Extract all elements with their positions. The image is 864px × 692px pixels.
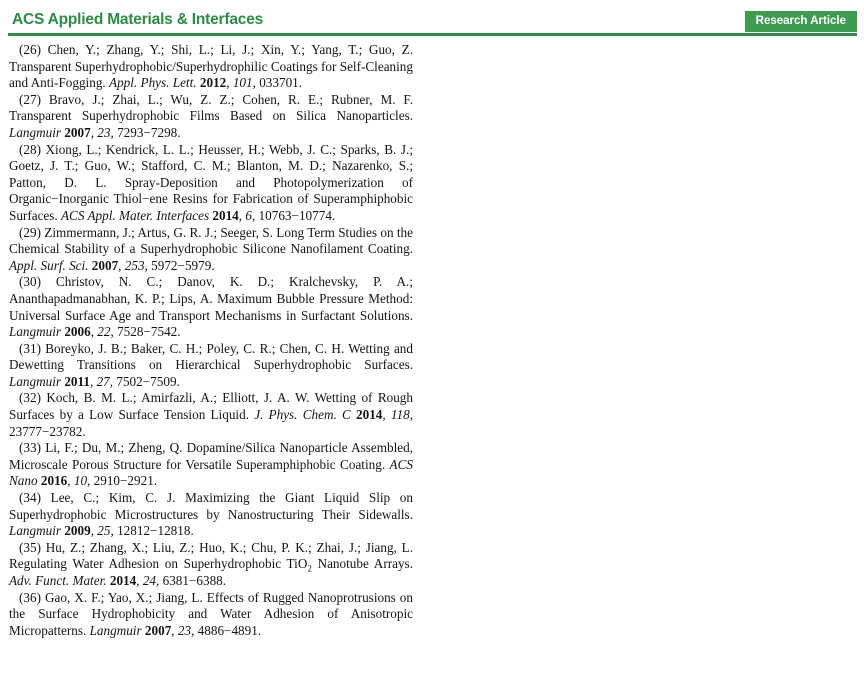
reference-item	[9, 274, 413, 340]
publication-year: 2007	[64, 124, 91, 140]
journal-name: Langmuir	[9, 324, 65, 340]
reference-text: ,	[136, 573, 143, 588]
journal-name: 101	[232, 75, 253, 91]
journal-name: 6	[245, 207, 252, 223]
reference-text: (30) Christov, N. C.; Danov, K. D.; Kralchevsky, P. A.; Ananthapadmanabhan, K. P.; Lips, A. Maximum Bubble Pressure Method: Universal Surface Age and Transport Mechanisms in Surfactant Solutions.	[9, 274, 413, 323]
reference-text: ,	[118, 257, 125, 273]
reference-text: , 23777−23782.	[9, 407, 413, 439]
journal-name: 24	[142, 573, 156, 588]
reference-item	[9, 225, 413, 275]
reference-item	[9, 42, 413, 92]
reference-text: Nanotube Arrays.	[311, 556, 413, 572]
reference-text: (29) Zimmermann, J.; Artus, G. R. J.; Seeger, S. Long Term Studies on the Chemical Stability of a Superhydrophobic Silicone Nanofilament Coating.	[9, 224, 413, 257]
publication-year: 2016	[40, 473, 68, 489]
reference-text: , 10763−10774.	[251, 207, 336, 223]
journal-name: Langmuir	[9, 523, 65, 539]
journal-name: Appl. Surf. Sci.	[9, 257, 92, 273]
reference-text: ,	[238, 207, 246, 223]
journal-name: 25	[97, 523, 111, 539]
reference-text: , 5972−5979.	[144, 257, 215, 273]
journal-name: 23	[177, 622, 192, 638]
reference-text: , 2910−2921.	[87, 473, 158, 489]
subscript-text: 2	[307, 564, 312, 575]
journal-name: 118	[390, 407, 410, 423]
reference-text: ,	[90, 124, 98, 140]
research-article-badge: Research Article	[745, 11, 857, 32]
reference-text: (27) Bravo, J.; Zhai, L.; Wu, Z. Z.; Cohen, R. E.; Rubner, M. F. Transparent Superhydrophobic Films Based on Silica Nanoparticles.	[9, 91, 413, 124]
reference-text: , 7293−7298.	[110, 124, 181, 140]
publication-year: 2007	[91, 257, 119, 273]
journal-name: Langmuir	[89, 622, 145, 638]
journal-title: ACS Applied Materials & Interfaces	[12, 11, 264, 28]
journal-name: 27	[96, 373, 110, 389]
publication-year: 2014	[109, 573, 137, 588]
reference-text: (28) Xiong, L.; Kendrick, L. L.; Heusser, H.; Webb, J. C.; Sparks, B. J.; Goetz, J. T.; Guo, W.; Stafford, C. M.; Blanton, M. D.; Nazarenko, S.; Patton, D. L. Spray-Deposition and Photopolymerization of Organic−Inorganic Thiol−ene Resins for Fabrication of Superamphiphobic Surfaces.	[9, 141, 413, 223]
journal-name: ACS Appl. Mater. Interfaces	[61, 207, 213, 223]
publication-year: 2011	[64, 373, 90, 389]
publication-year: 2012	[199, 75, 227, 91]
reference-item	[9, 142, 413, 225]
journal-name: ACS Nano	[9, 456, 413, 489]
reference-text: (35) Hu, Z.; Zhang, X.; Liu, Z.; Huo, K.; Chu, P. K.; Zhai, J.; Jiang, L. Regulating Water Adhesion on Superhydrophobic TiO	[9, 539, 413, 572]
journal-name: J. Phys. Chem. C	[254, 407, 356, 423]
reference-text: , 033701.	[252, 75, 303, 91]
publication-year: 2007	[144, 622, 172, 638]
reference-item	[9, 590, 413, 640]
publication-year: 2009	[64, 523, 91, 539]
reference-text: ,	[171, 622, 178, 638]
reference-text: , 7528−7542.	[110, 324, 181, 340]
reference-text: , 4886−4891.	[191, 622, 262, 638]
reference-item	[9, 540, 413, 590]
reference-text: (26) Chen, Y.; Zhang, Y.; Shi, L.; Li, J.; Xin, Y.; Yang, T.; Guo, Z. Transparent Superhydrophobic/Superhydrophilic Coatings for Self-Cleaning and Anti-Fogging.	[9, 42, 413, 91]
reference-text: (34) Lee, C.; Kim, C. J. Maximizing the Giant Liquid Slip on Superhydrophobic Microstructures by Nanostructuring Their Sidewalls.	[9, 490, 413, 522]
journal-name: 253	[124, 257, 145, 273]
reference-text: (31) Boreyko, J. B.; Baker, C. H.; Poley, C. R.; Chen, C. H. Wetting and Dewetting Transitions on Hierarchical Superhydrophobic Surfaces.	[9, 340, 413, 373]
reference-item	[9, 341, 413, 391]
journal-name: 23	[97, 124, 111, 140]
reference-item	[9, 440, 413, 490]
journal-name: 22	[97, 324, 111, 340]
reference-item	[9, 490, 413, 540]
reference-text: (32) Koch, B. M. L.; Amirfazli, A.; Elliott, J. A. W. Wetting of Rough Surfaces by a Low Surface Tension Liquid.	[9, 390, 413, 423]
reference-text: ,	[90, 324, 98, 340]
header-rule	[8, 33, 857, 36]
reference-text: ,	[67, 473, 74, 489]
publication-year: 2014	[356, 407, 383, 423]
publication-year: 2014	[212, 207, 239, 223]
reference-item	[9, 390, 413, 440]
journal-name: 10	[73, 473, 88, 489]
journal-name: Langmuir	[9, 124, 65, 140]
reference-text: , 12812−12818.	[110, 523, 194, 539]
journal-name: Langmuir	[9, 373, 65, 389]
page-header	[0, 0, 864, 40]
reference-text: ,	[90, 523, 98, 539]
journal-name: Appl. Phys. Lett.	[109, 75, 200, 91]
reference-text: ,	[382, 407, 391, 423]
references-column	[9, 42, 413, 639]
journal-name: Adv. Funct. Mater.	[9, 573, 110, 588]
reference-item	[9, 92, 413, 142]
reference-text: (36) Gao, X. F.; Yao, X.; Jiang, L. Effects of Rugged Nanoprotrusions on the Surface Hydrophobicity and Water Adhesion of Anisotropic Micropatterns.	[9, 589, 413, 638]
reference-text: ,	[89, 373, 97, 389]
reference-text: ,	[226, 75, 233, 91]
reference-text: (33) Li, F.; Du, M.; Zheng, Q. Dopamine/Silica Nanoparticle Assembled, Microscale Porous Structure for Versatile Superamphiphobic Coating.	[9, 440, 413, 472]
publication-year: 2006	[64, 324, 91, 340]
reference-text: , 7502−7509.	[109, 373, 180, 389]
reference-text: , 6381−6388.	[156, 573, 227, 588]
